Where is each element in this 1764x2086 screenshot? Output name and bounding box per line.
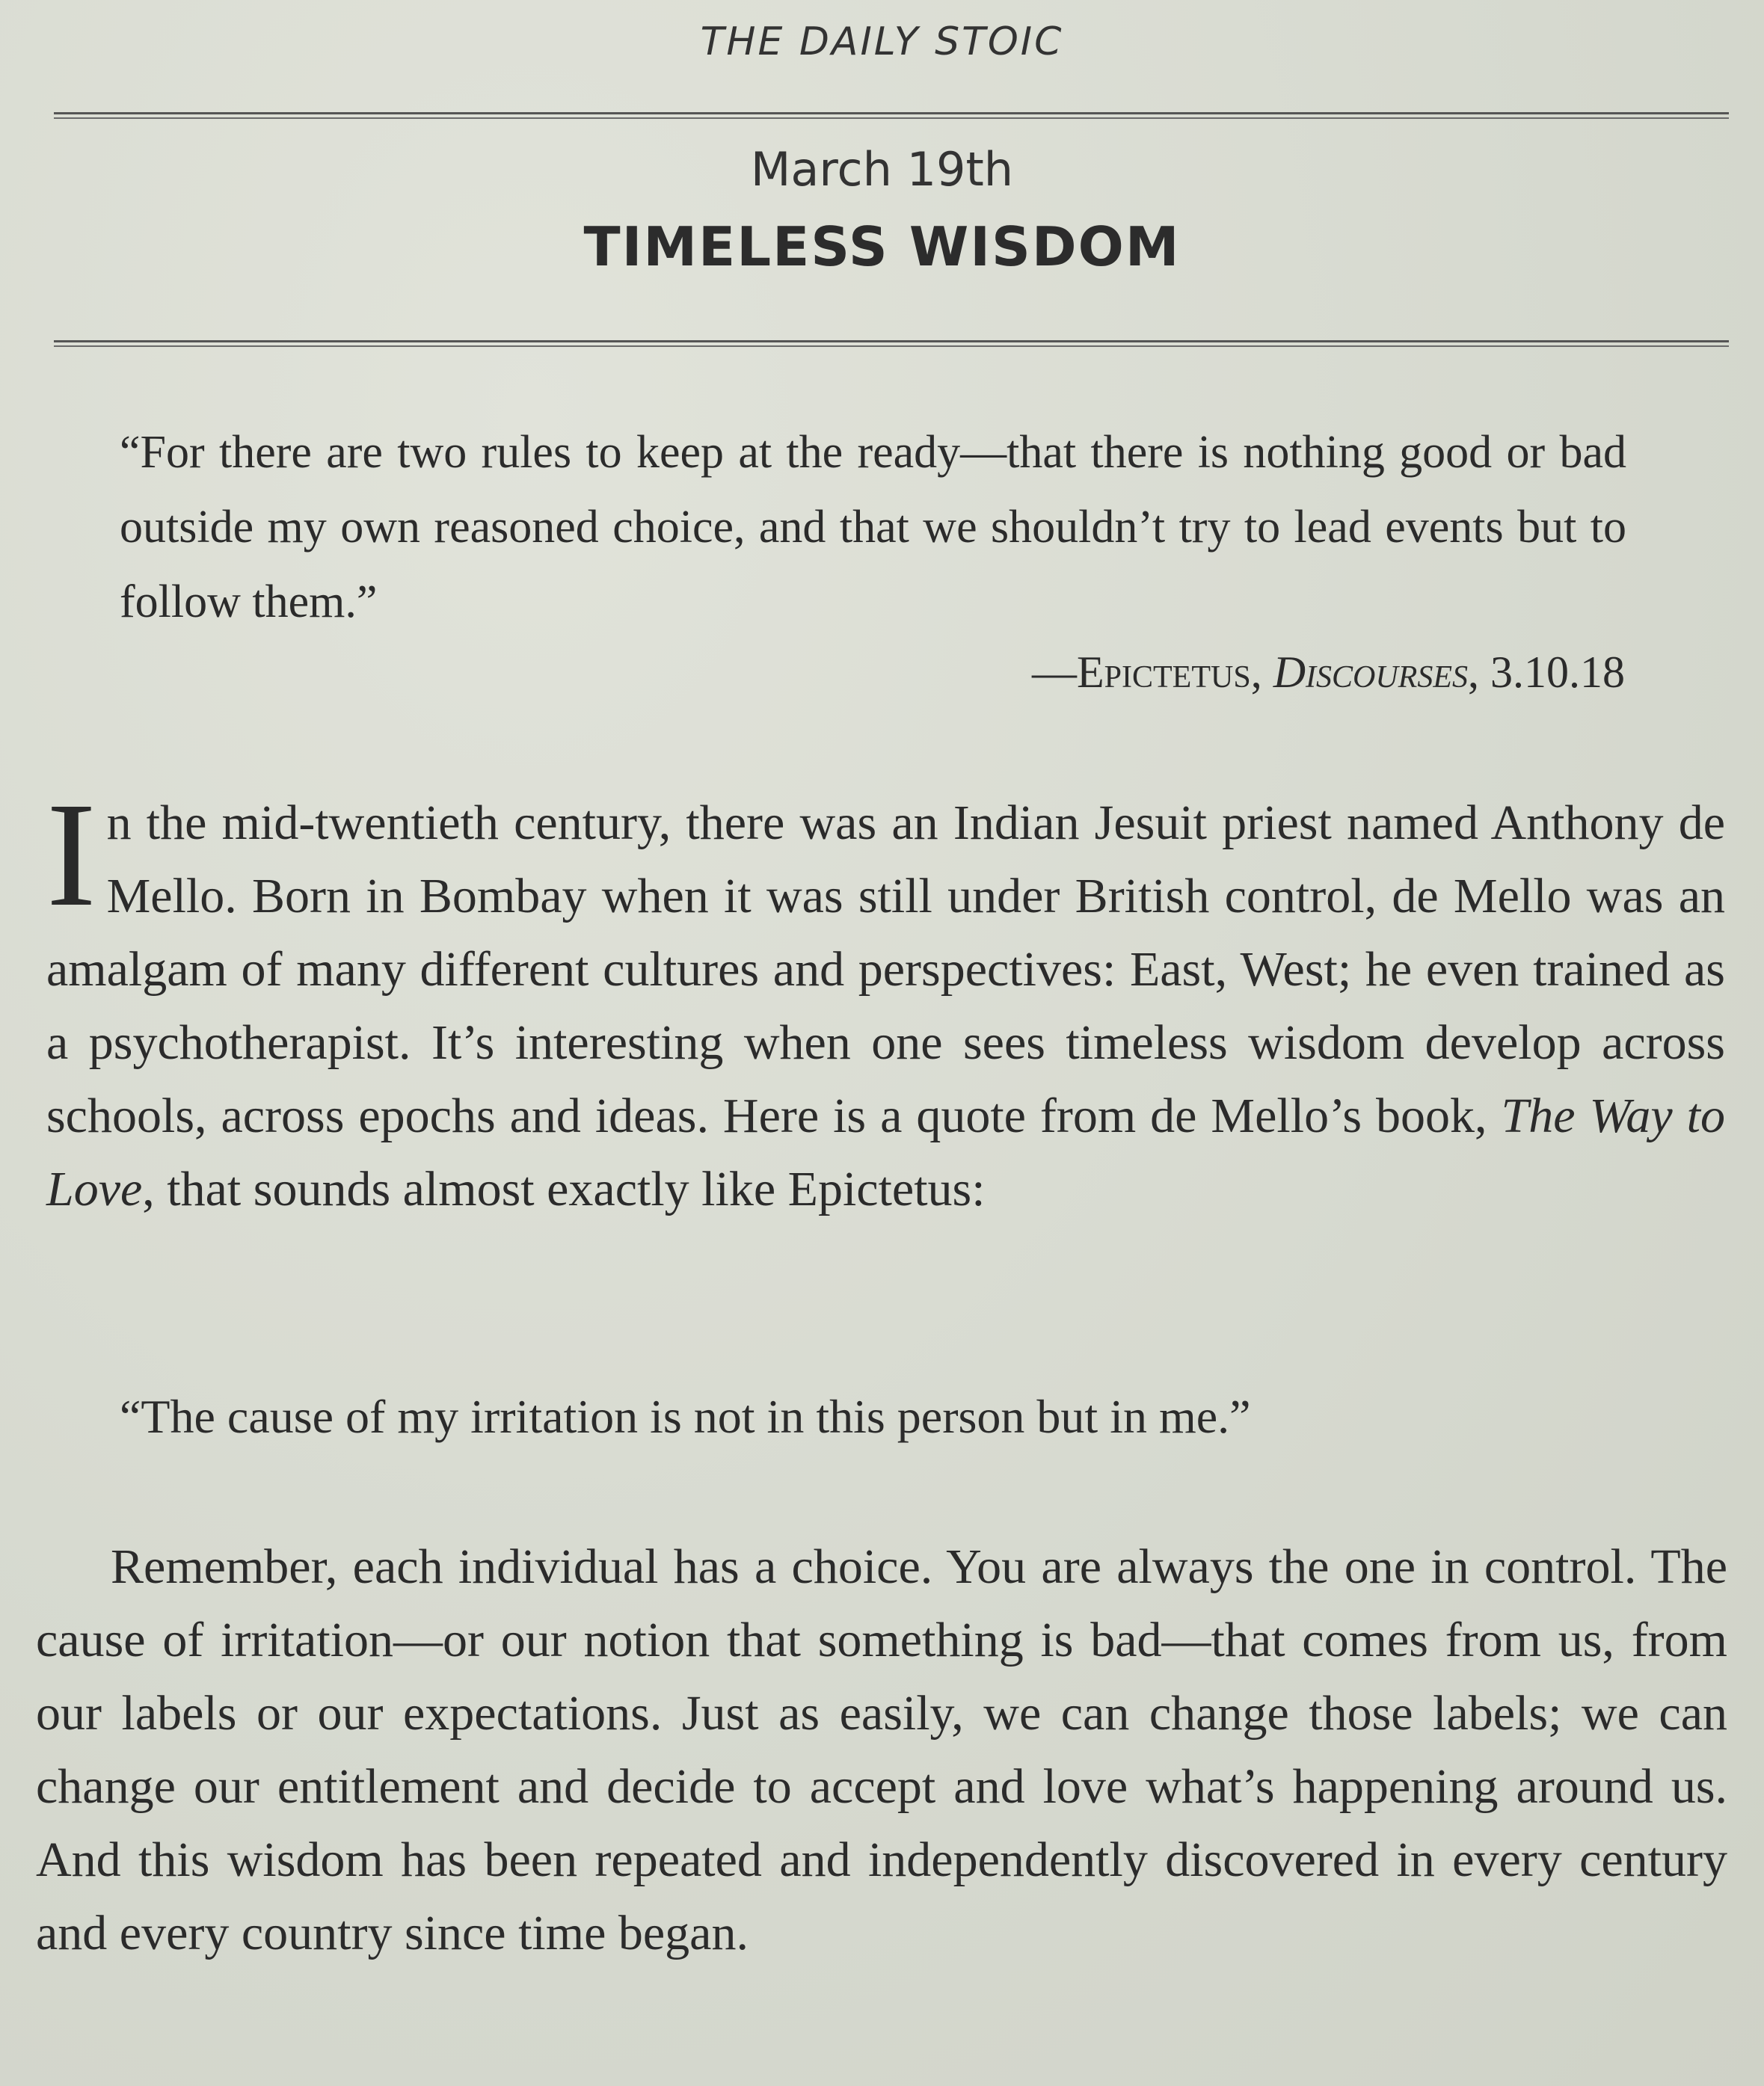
paragraph-1-text-a: n the mid-twentieth century, there was an Indian Jesuit priest named Anthony de Mello. Born in Bombay when it was still under British control, de Mello was an amalgam of many different cultures and perspectives: East, West; he even trained as a psychotherapist. It’s interesting when one sees timeless wisdom develop across schools, across epochs and ideas. Here is a quote from de Mello’s book, — [46, 796, 1725, 1143]
attribution-separator: , — [1250, 647, 1273, 697]
attribution-work: Discourses — [1273, 647, 1468, 697]
entry-date: March 19th — [750, 142, 1014, 197]
attribution-reference: , 3.10.18 — [1468, 647, 1625, 697]
epigraph-quote: “For there are two rules to keep at the ready—that there is nothing good or bad outside my own reasoned choice, and that we shouldn’t try to lead events but to follow them.” — [120, 427, 1626, 627]
paragraph-1-text-b: , that sounds almost exactly like Epictetus: — [142, 1162, 986, 1216]
running-head: THE DAILY STOIC — [700, 19, 1064, 64]
entry-title: TIMELESS WISDOM — [583, 215, 1181, 278]
epigraph-attribution — [1032, 647, 1625, 698]
bottom-rule — [54, 340, 1729, 349]
book-title: The Way to Love — [46, 1089, 1725, 1216]
de-mello-quote: “The cause of my irritation is not in this person but in me.” — [120, 1390, 1251, 1443]
drop-cap: I — [46, 772, 96, 938]
body-paragraph-2: Remember, each individual has a choice. You are always the one in control. The cause of irritation—or our notion that something is bad—that comes from us, from our labels or our expectations. Just as easily, we can change those labels; we can change our entitlement and decide to accept and love what’s happening around us. And this wisdom has been repeated and independently discovered in every century and every country since time began. — [36, 1539, 1727, 1960]
attribution-dash: — — [1032, 647, 1078, 697]
body-paragraph-1 — [46, 772, 1725, 1226]
attribution-author: Epictetus — [1077, 647, 1251, 697]
top-rule — [54, 112, 1729, 121]
